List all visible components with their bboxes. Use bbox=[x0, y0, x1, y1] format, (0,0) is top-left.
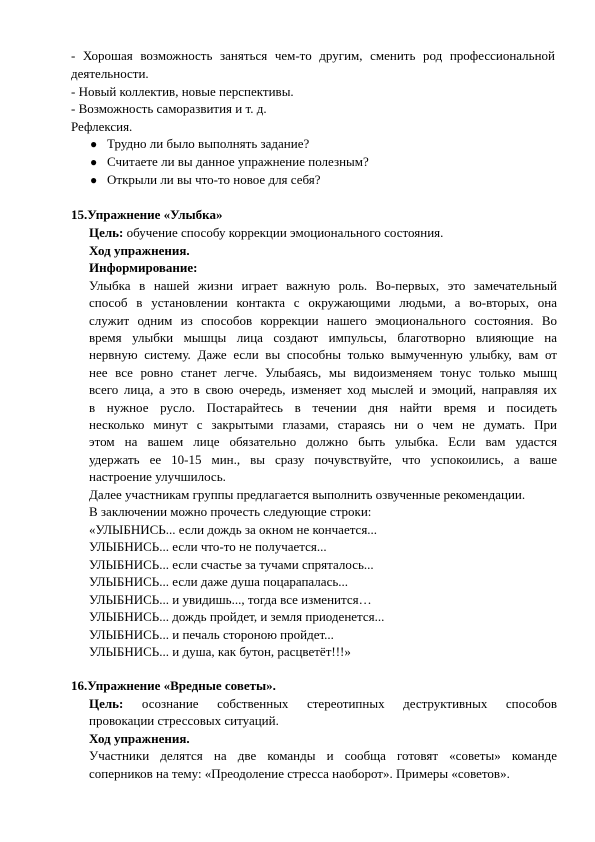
goal-text-continued: провокации стрессовых ситуаций. bbox=[89, 713, 279, 728]
paragraph-line: всего лица, а это в свою очередь, изменяет ход мыслей и эмоций, направляя их bbox=[89, 382, 557, 397]
paragraph-line: способ в установлении контакта с окружающими людьми, а во-вторых, она bbox=[89, 295, 557, 310]
paragraph-line: удержать ее 10-15 мин., вы сразу почувствуйте, что успокоились, а ваше bbox=[89, 452, 557, 467]
course-heading: Ход упражнения. bbox=[89, 731, 190, 746]
poem-line: УЛЫБНИСЬ... и печаль стороною пройдет... bbox=[89, 627, 334, 642]
paragraph-line: нее все ровно станет легче. Улыбаясь, мы видоизменяем тонус только мышц bbox=[89, 365, 557, 380]
poem-line: УЛЫБНИСЬ... если что-то не получается... bbox=[89, 539, 327, 554]
poem-line: УЛЫБНИСЬ... и душа, как бутон, расцветёт!!!» bbox=[89, 644, 351, 659]
goal-line bbox=[89, 224, 443, 241]
paragraph-line: нервную систему. Даже если вы способны только вымученную улыбку, вам от bbox=[89, 347, 557, 362]
after-line: В заключении можно прочесть следующие строки: bbox=[89, 504, 372, 519]
inform-heading: Информирование: bbox=[89, 260, 198, 275]
goal-label: Цель: bbox=[89, 225, 124, 240]
goal-line bbox=[89, 695, 557, 712]
poem-line: УЛЫБНИСЬ... если счастье за тучами спряталось... bbox=[89, 557, 374, 572]
intro-line-1: - Хорошая возможность заняться чем-то другим, сменить род профессиональной bbox=[71, 48, 555, 63]
paragraph-line: настроение улучшилось. bbox=[89, 469, 226, 484]
intro-item-3: - Возможность саморазвития и т. д. bbox=[71, 101, 267, 116]
poem-line: УЛЫБНИСЬ... и увидишь..., тогда все изменится… bbox=[89, 592, 372, 607]
after-line: Далее участникам группы предлагается выполнить озвученные рекомендации. bbox=[89, 487, 526, 502]
poem-line: УЛЫБНИСЬ... дождь пройдет, и земля приоденется... bbox=[89, 609, 385, 624]
section-title: 15.Упражнение «Улыбка» bbox=[71, 207, 223, 222]
goal-label: Цель: bbox=[89, 696, 124, 711]
poem-line: УЛЫБНИСЬ... если даже душа поцарапалась... bbox=[89, 574, 349, 589]
bullet-icon: ● bbox=[90, 155, 98, 169]
paragraph-line: соперников на тему: «Преодоление стресса наоборот». Примеры «советов». bbox=[89, 766, 510, 781]
paragraph-line: несколько минут с закрытыми глазами, стараясь ни о чем не думать. При bbox=[89, 417, 557, 432]
paragraph-line: в нужное русло. Постарайтесь в течении дня найти время и посидеть bbox=[89, 400, 557, 415]
poem-line: «УЛЫБНИСЬ... если дождь за окном не кончается... bbox=[89, 522, 378, 537]
course-heading: Ход упражнения. bbox=[89, 243, 190, 258]
paragraph-line: время улыбки мышцы лица создают импульсы, благотворно влияющие на bbox=[89, 330, 557, 345]
reflection-title: Рефлексия. bbox=[71, 119, 133, 134]
bullet-icon: ● bbox=[90, 173, 98, 187]
goal-text: осознание собственных стереотипных деструктивных способов bbox=[123, 696, 557, 711]
goal-text: обучение способу коррекции эмоционального состояния. bbox=[123, 225, 444, 240]
paragraph-line: Участники делятся на две команды и сообща готовят «советы» команде bbox=[89, 748, 557, 763]
reflection-question: Открыли ли вы что-то новое для себя? bbox=[107, 172, 321, 187]
intro-line-2: деятельности. bbox=[71, 66, 149, 81]
section-title: 16.Упражнение «Вредные советы». bbox=[71, 678, 276, 693]
reflection-question: Считаете ли вы данное упражнение полезным? bbox=[107, 154, 369, 169]
reflection-question: Трудно ли было выполнять задание? bbox=[107, 136, 310, 151]
paragraph-line: Улыбка в нашей жизни играет важную роль. Во-первых, это замечательный bbox=[89, 278, 557, 293]
paragraph-line: служит одним из способов коррекции нашего эмоционального состояния. Во bbox=[89, 313, 557, 328]
intro-item-2: - Новый коллектив, новые перспективы. bbox=[71, 84, 294, 99]
bullet-icon: ● bbox=[90, 137, 98, 151]
paragraph-line: этом на вашем лице обязательно должно быть улыбка. Если вам удастся bbox=[89, 434, 557, 449]
